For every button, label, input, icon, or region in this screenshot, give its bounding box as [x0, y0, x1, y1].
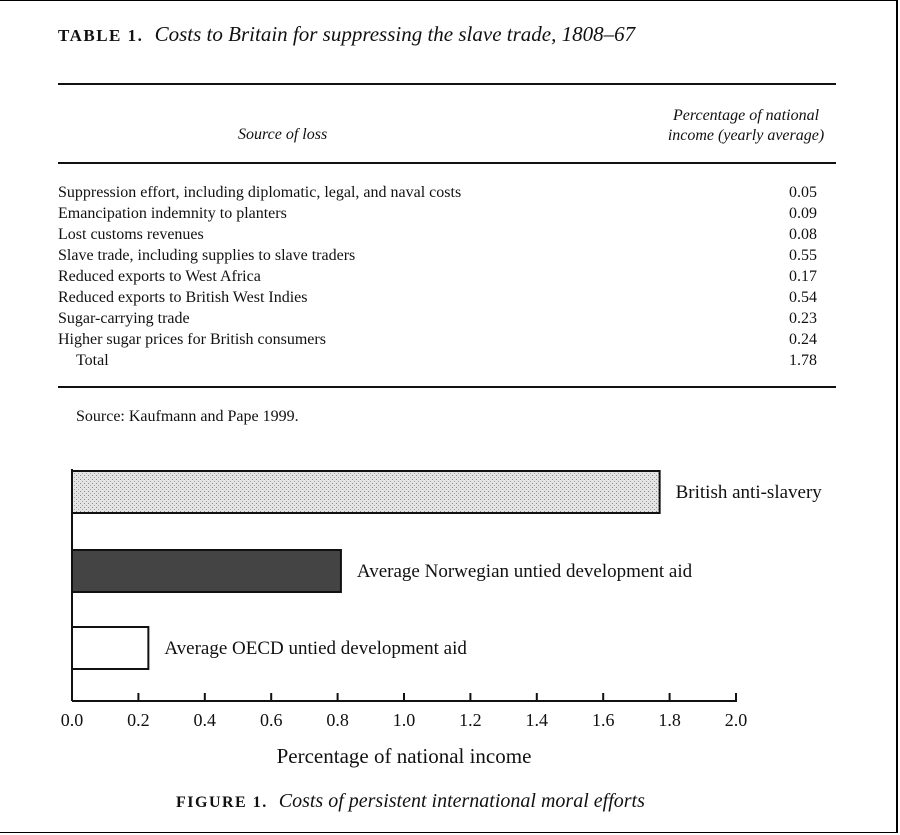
table-header-rule — [58, 162, 836, 164]
row-source: Lost customs revenues — [58, 226, 204, 243]
x-tick-label: 1.4 — [525, 710, 549, 730]
table-row-total — [58, 350, 836, 371]
x-tick-label: 0.4 — [193, 710, 217, 730]
column-header-percentage-line1: Percentage of national — [672, 107, 820, 124]
table-label: TABLE 1. — [58, 26, 144, 45]
row-source: Reduced exports to British West Indies — [58, 289, 308, 306]
table-row — [58, 224, 836, 245]
table-row — [58, 329, 836, 350]
table-top-rule — [58, 83, 836, 85]
x-tick-label: 1.8 — [658, 710, 681, 730]
row-value: 0.24 — [789, 331, 817, 348]
x-axis-title: Percentage of national income — [276, 744, 532, 768]
row-source: Suppression effort, including diplomatic, legal, and naval costs — [58, 184, 462, 201]
column-header-percentage — [646, 106, 846, 146]
row-value: 0.23 — [789, 310, 817, 327]
row-source: Emancipation indemnity to planters — [58, 205, 287, 222]
table-row — [58, 182, 836, 203]
figure-label: FIGURE 1. — [176, 794, 268, 811]
x-tick-label: 0.6 — [259, 710, 283, 730]
total-value: 1.78 — [789, 352, 817, 369]
table-row — [58, 308, 836, 329]
row-value: 0.09 — [789, 205, 817, 222]
figure-caption: Costs of persistent international moral efforts — [278, 790, 645, 812]
bar-label-0: British anti-slavery — [675, 482, 822, 503]
x-tick-label: 1.6 — [591, 710, 615, 730]
total-label: Total — [76, 352, 109, 369]
bar-2 — [72, 627, 148, 669]
table-row — [58, 245, 836, 266]
row-source: Higher sugar prices for British consumers — [58, 331, 326, 348]
bar-0 — [72, 471, 660, 513]
table-source-note: Source: Kaufmann and Pape 1999. — [76, 408, 299, 425]
row-value: 0.05 — [789, 184, 817, 201]
table-row — [58, 287, 836, 308]
row-source: Sugar-carrying trade — [58, 310, 190, 327]
row-value: 0.55 — [789, 247, 817, 264]
row-value: 0.54 — [789, 289, 817, 306]
table-caption: Costs to Britain for suppressing the slave trade, 1808–67 — [154, 22, 636, 46]
column-header-percentage-line2: income (yearly average) — [667, 127, 825, 144]
table-title — [58, 22, 635, 47]
row-source: Reduced exports to West Africa — [58, 268, 261, 285]
x-tick-label: 1.0 — [392, 710, 416, 730]
table-bottom-rule — [58, 386, 836, 388]
x-tick-label: 2.0 — [724, 710, 748, 730]
bar-chart — [0, 455, 900, 775]
x-tick-label: 1.2 — [459, 710, 482, 730]
table-row — [58, 203, 836, 224]
bar-label-1: Average Norwegian untied development aid — [356, 561, 693, 582]
row-value: 0.08 — [789, 226, 817, 243]
figure-title — [176, 790, 645, 813]
x-tick-label: 0.0 — [60, 710, 84, 730]
table-row — [58, 266, 836, 287]
x-tick-label: 0.8 — [326, 710, 349, 730]
bar-1 — [72, 550, 341, 592]
column-header-source: Source of loss — [238, 126, 328, 143]
row-source: Slave trade, including supplies to slave traders — [58, 247, 356, 264]
x-tick-label: 0.2 — [127, 710, 150, 730]
row-value: 0.17 — [789, 268, 817, 285]
table-body — [58, 182, 836, 371]
bar-label-2: Average OECD untied development aid — [164, 638, 467, 659]
